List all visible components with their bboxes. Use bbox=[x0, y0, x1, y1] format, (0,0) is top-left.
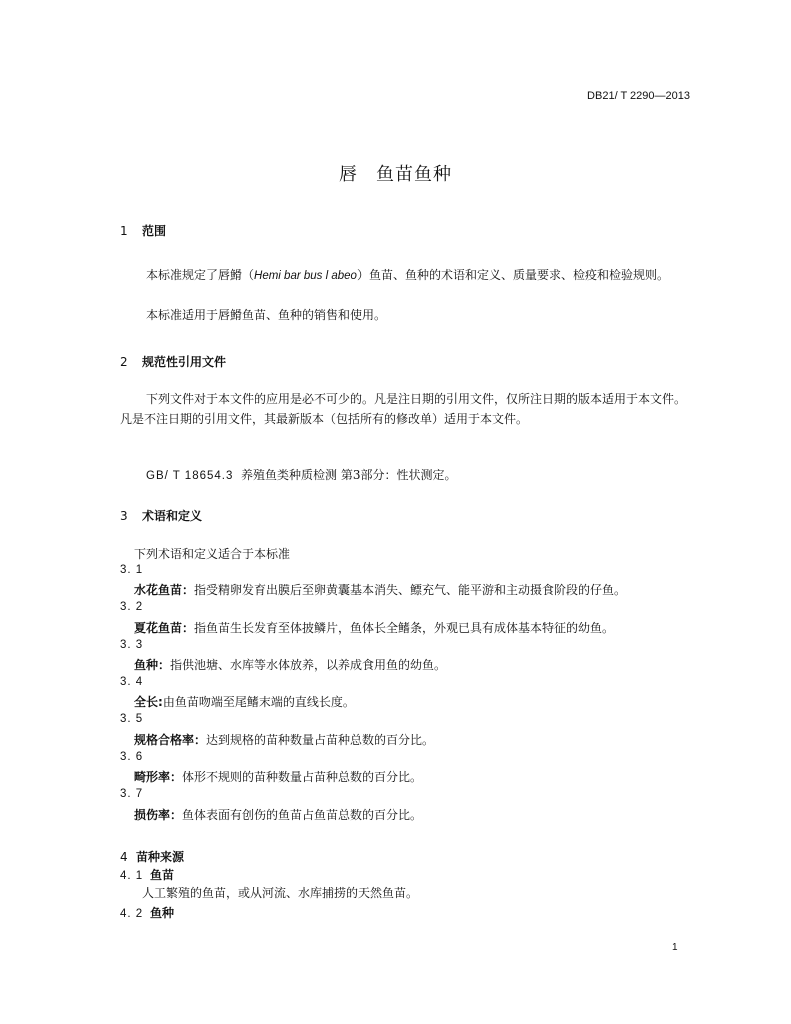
subsection-4-1-text: 人工繁殖的鱼苗，或从河流、水库捕捞的天然鱼苗。 bbox=[142, 886, 419, 900]
term-text: 指鱼苗生长发育至体披鳞片，鱼体长全鳍条，外观已具有成体基本特征的幼鱼。 bbox=[194, 621, 615, 635]
section-title: 规范性引用文件 bbox=[142, 355, 227, 369]
term-definition bbox=[134, 768, 422, 785]
section-3-intro: 下列术语和定义适合于本标准 bbox=[134, 547, 291, 561]
subsection-number: 4. 2 bbox=[120, 908, 144, 920]
section-1-paragraph-1 bbox=[146, 266, 669, 283]
document-number: DB21/ T 2290—2013 bbox=[587, 90, 690, 102]
section-title: 术语和定义 bbox=[142, 509, 203, 523]
section-2-paragraph: 下列文件对于本文件的应用是必不可少的。凡是注日期的引用文件，仅所注日期的版本适用于本文件。凡是不注日期的引用文件，其最新版本（包括所有的修改单）适用于本文件。 bbox=[120, 392, 687, 426]
term-definition bbox=[134, 619, 614, 636]
term-definition bbox=[134, 806, 422, 823]
term-number: 3. 6 bbox=[120, 751, 144, 763]
subsection-title: 鱼苗 bbox=[150, 868, 175, 882]
term-text: 达到规格的苗种数量占苗种总数的百分比。 bbox=[206, 733, 435, 747]
subsection-4-1-heading bbox=[120, 866, 174, 883]
section-number: 3 bbox=[120, 509, 128, 523]
section-4-heading bbox=[120, 848, 184, 865]
title-part-2: 鱼苗鱼种 bbox=[376, 164, 452, 185]
term-name: 水花鱼苗： bbox=[134, 583, 195, 597]
term-text: 体形不规则的苗种数量占苗种总数的百分比。 bbox=[182, 770, 423, 784]
page-title bbox=[0, 160, 791, 186]
section-title: 范围 bbox=[142, 224, 167, 238]
section-number: 4 bbox=[120, 850, 128, 864]
text-segment: 本标准规定了唇䱻（ bbox=[146, 268, 255, 282]
subsection-number: 4. 1 bbox=[120, 870, 144, 882]
term-text: 指供池塘、水库等水体放养，以养成食用鱼的幼鱼。 bbox=[170, 658, 447, 672]
section-1-paragraph-2: 本标准适用于唇䱻鱼苗、鱼种的销售和使用。 bbox=[146, 308, 387, 322]
term-name: 鱼种： bbox=[134, 658, 171, 672]
term-number: 3. 3 bbox=[120, 639, 144, 651]
reference-code: GB/ T 18654.3 bbox=[146, 470, 234, 482]
section-number: 2 bbox=[120, 355, 128, 369]
section-title: 苗种来源 bbox=[136, 850, 185, 864]
section-1-heading bbox=[120, 222, 166, 239]
term-text: 由鱼苗吻端至尾鳍末端的直线长度。 bbox=[162, 695, 355, 709]
term-number: 3. 1 bbox=[120, 564, 144, 576]
subsection-4-2-heading bbox=[120, 904, 174, 921]
normative-reference bbox=[146, 466, 456, 483]
term-number: 3. 7 bbox=[120, 788, 144, 800]
term-number: 3. 2 bbox=[120, 601, 144, 613]
term-definition bbox=[134, 581, 626, 598]
term-definition bbox=[134, 656, 446, 673]
term-number: 3. 5 bbox=[120, 713, 144, 725]
page-number: 1 bbox=[672, 942, 678, 953]
section-2-heading bbox=[120, 353, 226, 370]
term-definition bbox=[134, 731, 434, 748]
term-name: 畸形率： bbox=[134, 770, 183, 784]
section-number: 1 bbox=[120, 224, 128, 238]
term-text: 指受精卵发育出膜后至卵黄囊基本消失、鳔充气、能平游和主动摄食阶段的仔鱼。 bbox=[194, 583, 627, 597]
term-name: 规格合格率： bbox=[134, 733, 207, 747]
text-segment: ）鱼苗、鱼种的术语和定义、质量要求、检疫和检验规则。 bbox=[356, 268, 669, 282]
term-name: 夏花鱼苗： bbox=[134, 621, 195, 635]
section-3-heading bbox=[120, 507, 202, 524]
reference-title: 养殖鱼类种质检测 第3部分：性状测定。 bbox=[241, 468, 457, 482]
term-definition bbox=[134, 693, 355, 710]
title-part-1: 唇 bbox=[339, 164, 358, 185]
term-name: 损伤率： bbox=[134, 808, 183, 822]
term-number: 3. 4 bbox=[120, 676, 144, 688]
term-name: 全长: bbox=[134, 695, 163, 709]
latin-name: Hemi bar bus l abeo bbox=[254, 270, 357, 282]
subsection-title: 鱼种 bbox=[150, 906, 175, 920]
term-text: 鱼体表面有创伤的鱼苗占鱼苗总数的百分比。 bbox=[182, 808, 423, 822]
